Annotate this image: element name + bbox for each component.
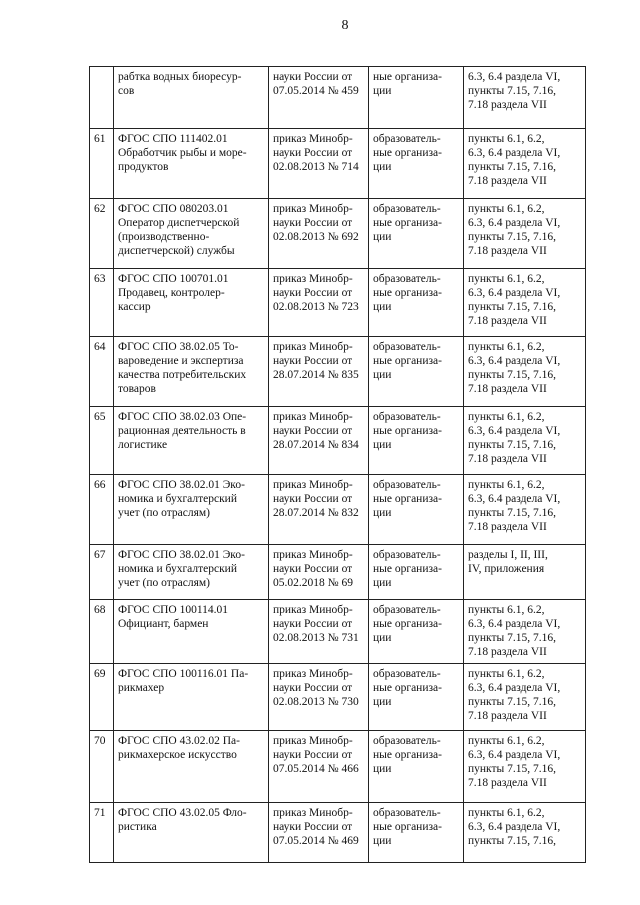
cell-order-reference [269, 269, 369, 337]
cell-order-reference [269, 407, 369, 475]
cell-organization-type [369, 337, 464, 407]
applicable-items-text: разделы I, II, III, IV, приложения [468, 549, 548, 575]
cell-organization-type [369, 475, 464, 545]
standards-table [89, 66, 586, 863]
cell-standard-name [114, 269, 269, 337]
organization-type-text: образователь- ные организа- ции [373, 273, 442, 313]
table-row [90, 269, 586, 337]
page-number: 8 [341, 18, 349, 33]
table-row [90, 475, 586, 545]
cell-standard-name [114, 407, 269, 475]
standard-name-text: ФГОС СПО 43.02.02 Па- рикмахерское искусство [118, 735, 240, 761]
organization-type-text: образователь- ные организа- ции [373, 203, 442, 243]
order-reference-text: приказ Минобр- науки России от 28.07.2014 № 835 [273, 341, 359, 381]
order-reference-text: приказ Минобр- науки России от 02.08.2013 № 731 [273, 604, 359, 644]
cell-applicable-items [464, 269, 586, 337]
organization-type-text: образователь- ные организа- ции [373, 479, 442, 519]
table-row [90, 67, 586, 129]
cell-standard-name [114, 199, 269, 269]
cell-order-reference [269, 600, 369, 664]
organization-type-text: ные организа- ции [373, 71, 442, 97]
standard-name-text: ФГОС СПО 38.02.05 То- вароведение и экспертиза качества потребительских товаров [118, 341, 247, 395]
standard-name-text: ФГОС СПО 100116.01 Па- рикмахер [118, 668, 249, 694]
order-reference-text: приказ Минобр- науки России от 02.08.2013 № 723 [273, 273, 359, 313]
cell-standard-name [114, 545, 269, 600]
cell-row-number [90, 67, 114, 129]
cell-organization-type [369, 664, 464, 731]
table-row [90, 199, 586, 269]
cell-standard-name [114, 129, 269, 199]
cell-row-number [90, 475, 114, 545]
standard-name-text: ФГОС СПО 100114.01 Официант, бармен [118, 604, 229, 630]
applicable-items-text: пункты 6.1, 6.2, 6.3, 6.4 раздела VI, пункты 7.15, 7.16, 7.18 раздела VII [468, 133, 561, 187]
cell-organization-type [369, 199, 464, 269]
standard-name-text: рабтка водных биоресур- сов [118, 71, 242, 97]
organization-type-text: образователь- ные организа- ции [373, 133, 442, 173]
cell-row-number [90, 269, 114, 337]
cell-order-reference [269, 67, 369, 129]
cell-organization-type [369, 407, 464, 475]
cell-applicable-items [464, 545, 586, 600]
cell-applicable-items [464, 67, 586, 129]
organization-type-text: образователь- ные организа- ции [373, 807, 442, 847]
standard-name-text: ФГОС СПО 38.02.01 Эко- номика и бухгалтерский учет (по отраслям) [118, 549, 245, 589]
cell-row-number [90, 129, 114, 199]
order-reference-text: приказ Минобр- науки России от 05.02.2018 № 69 [273, 549, 353, 589]
standard-name-text: ФГОС СПО 100701.01 Продавец, контролер- кассир [118, 273, 229, 313]
cell-standard-name [114, 67, 269, 129]
row-number-text: 63 [94, 273, 106, 285]
cell-order-reference [269, 664, 369, 731]
cell-row-number [90, 600, 114, 664]
organization-type-text: образователь- ные организа- ции [373, 411, 442, 451]
table-row [90, 545, 586, 600]
cell-order-reference [269, 545, 369, 600]
applicable-items-text: пункты 6.1, 6.2, 6.3, 6.4 раздела VI, пункты 7.15, 7.16, 7.18 раздела VII [468, 341, 561, 395]
order-reference-text: приказ Минобр- науки России от 02.08.2013 № 692 [273, 203, 359, 243]
row-number-text: 67 [94, 549, 106, 561]
cell-row-number [90, 337, 114, 407]
cell-applicable-items [464, 129, 586, 199]
cell-organization-type [369, 269, 464, 337]
cell-applicable-items [464, 803, 586, 863]
order-reference-text: приказ Минобр- науки России от 28.07.2014 № 834 [273, 411, 359, 451]
order-reference-text: приказ Минобр- науки России от 07.05.2014 № 466 [273, 735, 359, 775]
table-row [90, 337, 586, 407]
cell-row-number [90, 664, 114, 731]
applicable-items-text: пункты 6.1, 6.2, 6.3, 6.4 раздела VI, пункты 7.15, 7.16, 7.18 раздела VII [468, 735, 561, 789]
cell-organization-type [369, 600, 464, 664]
cell-standard-name [114, 600, 269, 664]
order-reference-text: приказ Минобр- науки России от 02.08.2013 № 730 [273, 668, 359, 708]
order-reference-text: науки России от 07.05.2014 № 459 [273, 71, 359, 97]
cell-applicable-items [464, 407, 586, 475]
cell-order-reference [269, 129, 369, 199]
cell-row-number [90, 731, 114, 803]
table-row [90, 731, 586, 803]
table-row [90, 803, 586, 863]
cell-applicable-items [464, 475, 586, 545]
cell-order-reference [269, 731, 369, 803]
row-number-text: 64 [94, 341, 106, 353]
standard-name-text: ФГОС СПО 080203.01 Оператор диспетчерской (производственно- диспетчерской) службы [118, 203, 240, 257]
applicable-items-text: пункты 6.1, 6.2, 6.3, 6.4 раздела VI, пункты 7.15, 7.16, [468, 807, 561, 847]
table-row [90, 129, 586, 199]
cell-order-reference [269, 199, 369, 269]
order-reference-text: приказ Минобр- науки России от 07.05.2014 № 469 [273, 807, 359, 847]
cell-order-reference [269, 475, 369, 545]
cell-organization-type [369, 731, 464, 803]
cell-organization-type [369, 803, 464, 863]
organization-type-text: образователь- ные организа- ции [373, 604, 442, 644]
organization-type-text: образователь- ные организа- ции [373, 549, 442, 589]
cell-applicable-items [464, 337, 586, 407]
cell-applicable-items [464, 600, 586, 664]
applicable-items-text: пункты 6.1, 6.2, 6.3, 6.4 раздела VI, пункты 7.15, 7.16, 7.18 раздела VII [468, 273, 561, 327]
order-reference-text: приказ Минобр- науки России от 02.08.2013 № 714 [273, 133, 359, 173]
cell-organization-type [369, 129, 464, 199]
cell-standard-name [114, 337, 269, 407]
cell-row-number [90, 407, 114, 475]
cell-applicable-items [464, 199, 586, 269]
row-number-text: 68 [94, 604, 106, 616]
table-row [90, 664, 586, 731]
applicable-items-text: пункты 6.1, 6.2, 6.3, 6.4 раздела VI, пункты 7.15, 7.16, 7.18 раздела VII [468, 479, 561, 533]
applicable-items-text: пункты 6.1, 6.2, 6.3, 6.4 раздела VI, пункты 7.15, 7.16, 7.18 раздела VII [468, 411, 561, 465]
cell-organization-type [369, 545, 464, 600]
row-number-text: 69 [94, 668, 106, 680]
row-number-text: 65 [94, 411, 106, 423]
cell-row-number [90, 199, 114, 269]
cell-applicable-items [464, 731, 586, 803]
organization-type-text: образователь- ные организа- ции [373, 735, 442, 775]
cell-standard-name [114, 664, 269, 731]
cell-standard-name [114, 475, 269, 545]
table-body [90, 67, 586, 863]
row-number-text: 70 [94, 735, 106, 747]
row-number-text: 62 [94, 203, 106, 215]
cell-order-reference [269, 337, 369, 407]
row-number-text: 66 [94, 479, 106, 491]
cell-applicable-items [464, 664, 586, 731]
standard-name-text: ФГОС СПО 43.02.05 Фло- ристика [118, 807, 247, 833]
applicable-items-text: 6.3, 6.4 раздела VI, пункты 7.15, 7.16, 7.18 раздела VII [468, 71, 561, 111]
cell-order-reference [269, 803, 369, 863]
applicable-items-text: пункты 6.1, 6.2, 6.3, 6.4 раздела VI, пункты 7.15, 7.16, 7.18 раздела VII [468, 604, 561, 658]
cell-row-number [90, 803, 114, 863]
organization-type-text: образователь- ные организа- ции [373, 668, 442, 708]
standard-name-text: ФГОС СПО 38.02.03 Опе- рационная деятельность в логистике [118, 411, 247, 451]
row-number-text: 71 [94, 807, 106, 819]
table-row [90, 600, 586, 664]
applicable-items-text: пункты 6.1, 6.2, 6.3, 6.4 раздела VI, пункты 7.15, 7.16, 7.18 раздела VII [468, 203, 561, 257]
cell-standard-name [114, 731, 269, 803]
cell-organization-type [369, 67, 464, 129]
applicable-items-text: пункты 6.1, 6.2, 6.3, 6.4 раздела VI, пункты 7.15, 7.16, 7.18 раздела VII [468, 668, 561, 722]
row-number-text: 61 [94, 133, 106, 145]
cell-row-number [90, 545, 114, 600]
order-reference-text: приказ Минобр- науки России от 28.07.2014 № 832 [273, 479, 359, 519]
cell-standard-name [114, 803, 269, 863]
organization-type-text: образователь- ные организа- ции [373, 341, 442, 381]
standard-name-text: ФГОС СПО 111402.01 Обработчик рыбы и море- продуктов [118, 133, 247, 173]
standard-name-text: ФГОС СПО 38.02.01 Эко- номика и бухгалтерский учет (по отраслям) [118, 479, 245, 519]
table-row [90, 407, 586, 475]
